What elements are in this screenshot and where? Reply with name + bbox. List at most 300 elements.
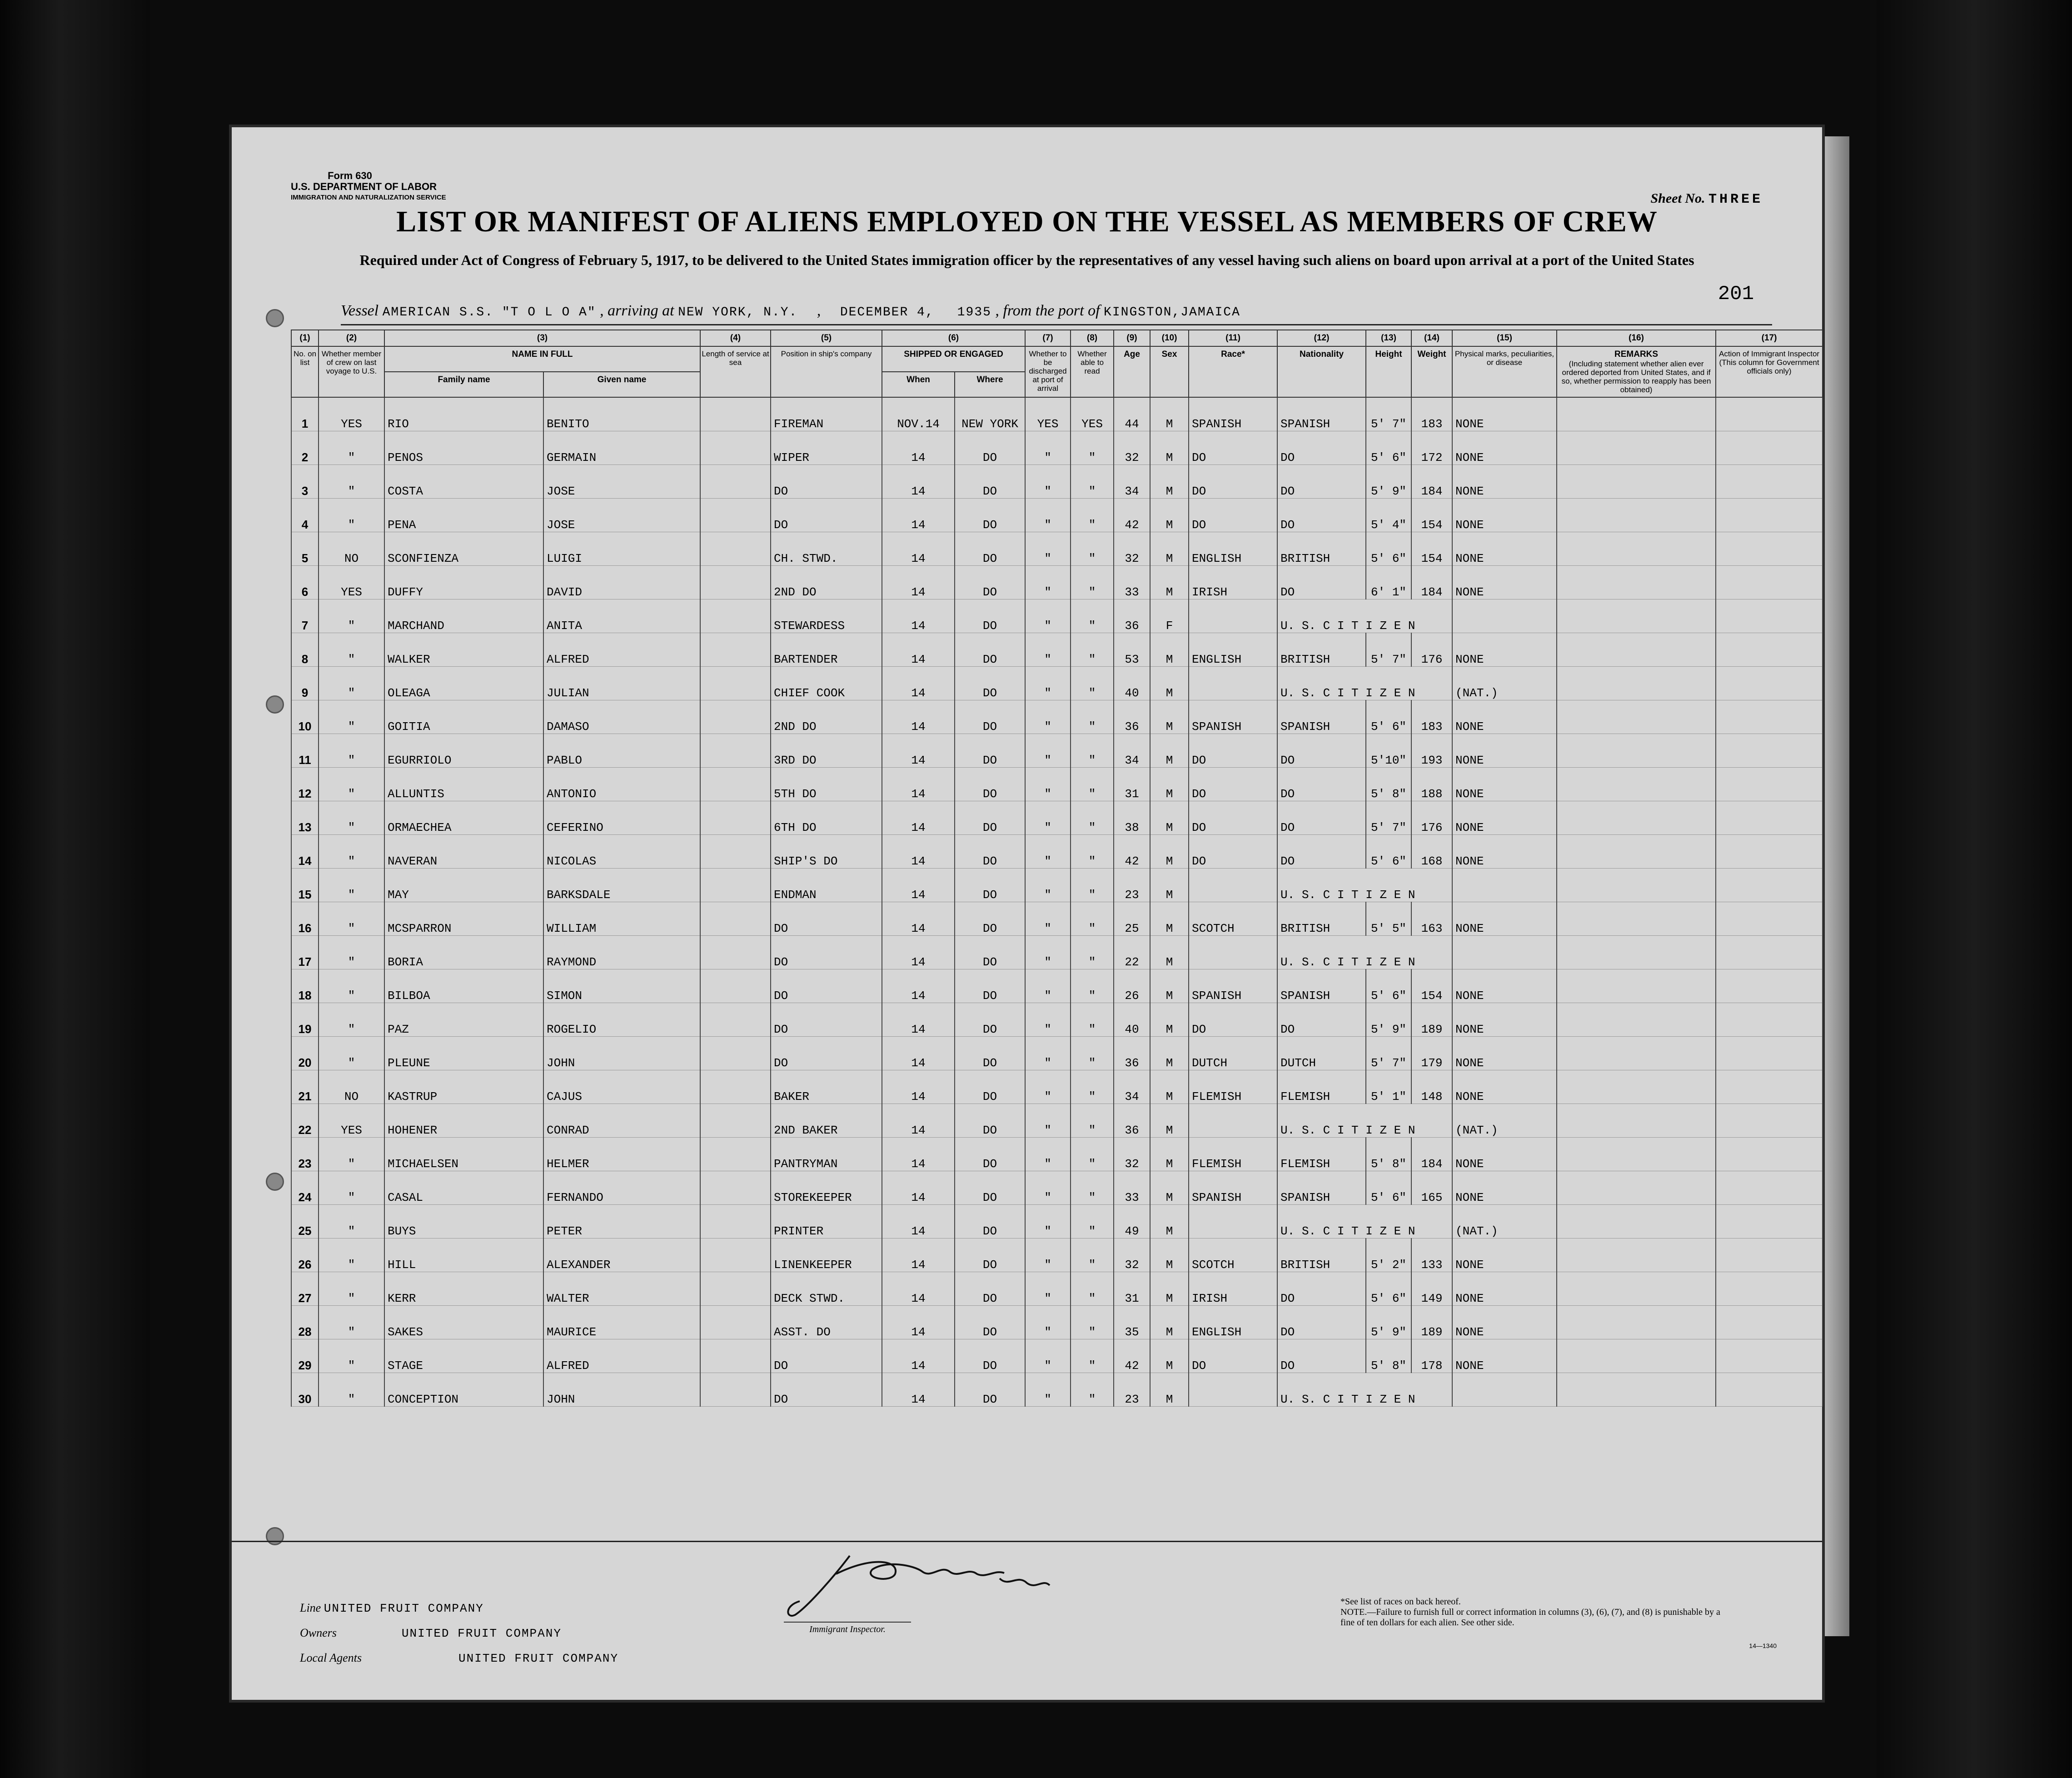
- column-headers-row: [291, 346, 1823, 372]
- family-name-cell: SCONFIENZA: [384, 532, 543, 566]
- family-name-cell: GOITIA: [384, 700, 543, 734]
- binder-hole: [266, 1173, 284, 1191]
- able-to-read-cell: ": [1071, 599, 1114, 633]
- row-number-cell: 23: [291, 1138, 319, 1171]
- sex-cell: M: [1150, 1272, 1189, 1306]
- crew-row: [291, 1239, 1823, 1272]
- position-cell: CHIEF COOK: [771, 667, 882, 700]
- discharged-cell: ": [1025, 869, 1071, 902]
- shipped-when-cell: 14: [882, 969, 955, 1003]
- nationality-cell: SPANISH: [1277, 1171, 1366, 1205]
- sex-cell: M: [1150, 1306, 1189, 1339]
- able-to-read-cell: ": [1071, 1070, 1114, 1104]
- physical-marks-cell: NONE: [1452, 465, 1557, 499]
- able-to-read-cell: ": [1071, 1171, 1114, 1205]
- given-name-cell: ROGELIO: [543, 1003, 700, 1037]
- position-cell: DO: [771, 969, 882, 1003]
- given-name-cell: JOSE: [543, 499, 700, 532]
- sex-cell: M: [1150, 397, 1189, 431]
- family-name-cell: ALLUNTIS: [384, 768, 543, 801]
- physical-marks-cell: NONE: [1452, 633, 1557, 667]
- inspector-action-cell: [1716, 869, 1823, 902]
- given-name-cell: CEFERINO: [543, 801, 700, 835]
- physical-marks-cell: NONE: [1452, 431, 1557, 465]
- shipped-where-cell: DO: [955, 431, 1025, 465]
- family-name-cell: WALKER: [384, 633, 543, 667]
- physical-marks-cell: (NAT.): [1452, 1205, 1557, 1239]
- height-cell: 5' 9": [1366, 1306, 1411, 1339]
- length-of-service-cell: [700, 532, 771, 566]
- shipped-when-cell: 14: [882, 801, 955, 835]
- previous-voyage-cell: ": [319, 969, 384, 1003]
- physical-marks-cell: NONE: [1452, 1272, 1557, 1306]
- col-num: (10): [1150, 330, 1189, 346]
- given-name-cell: BARKSDALE: [543, 869, 700, 902]
- nationality-cell: DO: [1277, 1339, 1366, 1373]
- inspector-action-cell: [1716, 397, 1823, 431]
- able-to-read-cell: ": [1071, 1272, 1114, 1306]
- length-of-service-cell: [700, 1037, 771, 1070]
- remarks-cell: [1557, 1171, 1716, 1205]
- remarks-cell: [1557, 1272, 1716, 1306]
- able-to-read-cell: ": [1071, 768, 1114, 801]
- race-cell: FLEMISH: [1189, 1138, 1277, 1171]
- race-cell: ENGLISH: [1189, 1306, 1277, 1339]
- remarks-cell: [1557, 599, 1716, 633]
- nationality-cell: SPANISH: [1277, 700, 1366, 734]
- given-name-cell: JOHN: [543, 1373, 700, 1407]
- able-to-read-cell: ": [1071, 1104, 1114, 1138]
- crew-row: [291, 499, 1823, 532]
- length-of-service-cell: [700, 397, 771, 431]
- race-cell: SPANISH: [1189, 969, 1277, 1003]
- form-identifier: [291, 170, 446, 203]
- sex-cell: M: [1150, 936, 1189, 969]
- previous-voyage-cell: ": [319, 1003, 384, 1037]
- col-num: (8): [1071, 330, 1114, 346]
- microfilm-border-right: [1877, 0, 2072, 1778]
- agents-label: Local Agents: [300, 1651, 362, 1664]
- shipped-where-cell: DO: [955, 835, 1025, 869]
- length-of-service-cell: [700, 700, 771, 734]
- race-cell: SPANISH: [1189, 397, 1277, 431]
- height-cell: 5' 9": [1366, 465, 1411, 499]
- given-name-cell: DAVID: [543, 566, 700, 599]
- header-sex: Sex: [1150, 346, 1189, 397]
- owners-field: [300, 1626, 562, 1640]
- height-cell: 6' 1": [1366, 566, 1411, 599]
- previous-voyage-cell: ": [319, 1171, 384, 1205]
- shipped-where-cell: DO: [955, 902, 1025, 936]
- length-of-service-cell: [700, 1171, 771, 1205]
- weight-cell: 133: [1411, 1239, 1452, 1272]
- height-cell: 5' 6": [1366, 969, 1411, 1003]
- remarks-cell: [1557, 1306, 1716, 1339]
- row-number-cell: 2: [291, 431, 319, 465]
- length-of-service-cell: [700, 1339, 771, 1373]
- length-of-service-cell: [700, 969, 771, 1003]
- inspector-action-cell: [1716, 1306, 1823, 1339]
- shipped-when-cell: 14: [882, 1339, 955, 1373]
- shipped-where-cell: NEW YORK: [955, 397, 1025, 431]
- remarks-cell: [1557, 667, 1716, 700]
- length-of-service-cell: [700, 902, 771, 936]
- col-num: (14): [1411, 330, 1452, 346]
- shipped-where-cell: DO: [955, 969, 1025, 1003]
- crew-row: [291, 835, 1823, 869]
- crew-row: [291, 801, 1823, 835]
- col-num: (3): [384, 330, 700, 346]
- previous-voyage-cell: ": [319, 1239, 384, 1272]
- able-to-read-cell: ": [1071, 633, 1114, 667]
- header-remarks: REMARKS (Including statement whether alien ever ordered deported from United States, and if so, whether permission to reapply has been obtained): [1557, 346, 1716, 397]
- position-cell: 3RD DO: [771, 734, 882, 768]
- inspector-action-cell: [1716, 902, 1823, 936]
- physical-marks-cell: NONE: [1452, 1239, 1557, 1272]
- sex-cell: M: [1150, 667, 1189, 700]
- position-cell: DO: [771, 1373, 882, 1407]
- weight-cell: 188: [1411, 768, 1452, 801]
- shipped-where-cell: DO: [955, 1104, 1025, 1138]
- race-cell: DO: [1189, 1003, 1277, 1037]
- sex-cell: M: [1150, 566, 1189, 599]
- previous-voyage-cell: ": [319, 1306, 384, 1339]
- inspector-action-cell: [1716, 1070, 1823, 1104]
- discharged-cell: ": [1025, 633, 1071, 667]
- col-num: (9): [1114, 330, 1150, 346]
- discharged-cell: ": [1025, 902, 1071, 936]
- sex-cell: M: [1150, 1205, 1189, 1239]
- shipped-when-cell: 14: [882, 1037, 955, 1070]
- given-name-cell: NICOLAS: [543, 835, 700, 869]
- row-number-cell: 8: [291, 633, 319, 667]
- shipped-where-cell: DO: [955, 1138, 1025, 1171]
- age-cell: 49: [1114, 1205, 1150, 1239]
- row-number-cell: 4: [291, 499, 319, 532]
- binder-hole: [266, 695, 284, 714]
- age-cell: 26: [1114, 969, 1150, 1003]
- crew-row: [291, 1205, 1823, 1239]
- arrival-date: DECEMBER 4,: [840, 305, 934, 320]
- physical-marks-cell: NONE: [1452, 801, 1557, 835]
- row-number-cell: 15: [291, 869, 319, 902]
- height-cell: 5' 8": [1366, 1138, 1411, 1171]
- able-to-read-cell: ": [1071, 734, 1114, 768]
- family-name-cell: HILL: [384, 1239, 543, 1272]
- height-cell: 5' 6": [1366, 532, 1411, 566]
- remarks-cell: [1557, 1373, 1716, 1407]
- physical-marks-cell: NONE: [1452, 700, 1557, 734]
- able-to-read-cell: ": [1071, 1339, 1114, 1373]
- column-numbers-row: [291, 330, 1823, 346]
- discharged-cell: ": [1025, 936, 1071, 969]
- length-of-service-cell: [700, 768, 771, 801]
- arriving-label: , arriving at: [600, 302, 674, 319]
- discharged-cell: YES: [1025, 397, 1071, 431]
- physical-marks-cell: NONE: [1452, 499, 1557, 532]
- sex-cell: M: [1150, 700, 1189, 734]
- able-to-read-cell: ": [1071, 431, 1114, 465]
- previous-voyage-cell: ": [319, 599, 384, 633]
- shipped-when-cell: 14: [882, 431, 955, 465]
- weight-cell: 172: [1411, 431, 1452, 465]
- length-of-service-cell: [700, 1104, 771, 1138]
- height-cell: 5' 7": [1366, 1037, 1411, 1070]
- age-cell: 32: [1114, 431, 1150, 465]
- shipped-where-cell: DO: [955, 1171, 1025, 1205]
- position-cell: STEWARDESS: [771, 599, 882, 633]
- position-cell: STOREKEEPER: [771, 1171, 882, 1205]
- shipped-when-cell: 14: [882, 1138, 955, 1171]
- crew-row: [291, 1339, 1823, 1373]
- shipped-when-cell: 14: [882, 599, 955, 633]
- crew-row: [291, 936, 1823, 969]
- length-of-service-cell: [700, 1272, 771, 1306]
- family-name-cell: BUYS: [384, 1205, 543, 1239]
- position-cell: 2ND DO: [771, 566, 882, 599]
- shipped-where-cell: DO: [955, 700, 1025, 734]
- length-of-service-cell: [700, 633, 771, 667]
- shipped-where-cell: DO: [955, 1373, 1025, 1407]
- physical-marks-cell: NONE: [1452, 969, 1557, 1003]
- sex-cell: M: [1150, 902, 1189, 936]
- sex-cell: M: [1150, 1339, 1189, 1373]
- inspector-action-cell: [1716, 1205, 1823, 1239]
- nationality-cell: BRITISH: [1277, 902, 1366, 936]
- position-cell: BAKER: [771, 1070, 882, 1104]
- height-cell: 5' 5": [1366, 902, 1411, 936]
- discharged-cell: ": [1025, 1339, 1071, 1373]
- sex-cell: F: [1150, 599, 1189, 633]
- discharged-cell: ": [1025, 532, 1071, 566]
- shipped-when-cell: 14: [882, 1306, 955, 1339]
- position-cell: DO: [771, 902, 882, 936]
- family-name-cell: NAVERAN: [384, 835, 543, 869]
- able-to-read-cell: ": [1071, 869, 1114, 902]
- position-cell: WIPER: [771, 431, 882, 465]
- shipped-where-cell: DO: [955, 1239, 1025, 1272]
- height-cell: 5' 6": [1366, 431, 1411, 465]
- discharged-cell: ": [1025, 566, 1071, 599]
- family-name-cell: BILBOA: [384, 969, 543, 1003]
- inspector-action-cell: [1716, 1104, 1823, 1138]
- discharged-cell: ": [1025, 700, 1071, 734]
- height-cell: 5' 8": [1366, 768, 1411, 801]
- able-to-read-cell: ": [1071, 465, 1114, 499]
- given-name-cell: JULIAN: [543, 667, 700, 700]
- weight-cell: 193: [1411, 734, 1452, 768]
- col-num: (17): [1716, 330, 1823, 346]
- age-cell: 42: [1114, 499, 1150, 532]
- length-of-service-cell: [700, 1373, 771, 1407]
- crew-row: [291, 1070, 1823, 1104]
- remarks-cell: [1557, 801, 1716, 835]
- vessel-line: Vessel AMERICAN S.S. "T O L O A" , arriving at NEW YORK, N.Y. , DECEMBER 4, 1935 , from the port of KINGSTON,JAMAICA: [341, 302, 1772, 325]
- physical-marks-cell: [1452, 869, 1557, 902]
- age-cell: 34: [1114, 734, 1150, 768]
- shipped-where-cell: DO: [955, 1306, 1025, 1339]
- shipped-when-cell: 14: [882, 902, 955, 936]
- age-cell: 44: [1114, 397, 1150, 431]
- family-name-cell: SAKES: [384, 1306, 543, 1339]
- inspector-action-cell: [1716, 768, 1823, 801]
- agents-field: [300, 1651, 618, 1665]
- col-num: (16): [1557, 330, 1716, 346]
- row-number-cell: 26: [291, 1239, 319, 1272]
- length-of-service-cell: [700, 431, 771, 465]
- nationality-cell: BRITISH: [1277, 1239, 1366, 1272]
- sex-cell: M: [1150, 1138, 1189, 1171]
- discharged-cell: ": [1025, 465, 1071, 499]
- nationality-cell: DO: [1277, 1003, 1366, 1037]
- nationality-cell: DO: [1277, 1272, 1366, 1306]
- shipped-when-cell: 14: [882, 734, 955, 768]
- crew-row: [291, 1138, 1823, 1171]
- sex-cell: M: [1150, 1037, 1189, 1070]
- remarks-cell: [1557, 499, 1716, 532]
- length-of-service-cell: [700, 936, 771, 969]
- height-cell: 5' 8": [1366, 1339, 1411, 1373]
- family-name-cell: ORMAECHEA: [384, 801, 543, 835]
- crew-table-body: [291, 397, 1823, 1407]
- given-name-cell: WALTER: [543, 1272, 700, 1306]
- previous-voyage-cell: ": [319, 633, 384, 667]
- age-cell: 42: [1114, 835, 1150, 869]
- given-name-cell: JOHN: [543, 1037, 700, 1070]
- discharged-cell: ": [1025, 599, 1071, 633]
- sex-cell: M: [1150, 969, 1189, 1003]
- nationality-cell: DO: [1277, 1306, 1366, 1339]
- physical-marks-cell: NONE: [1452, 1070, 1557, 1104]
- shipped-where-cell: DO: [955, 734, 1025, 768]
- crew-row: [291, 1003, 1823, 1037]
- family-name-cell: OLEAGA: [384, 667, 543, 700]
- given-name-cell: ALEXANDER: [543, 1239, 700, 1272]
- row-number-cell: 29: [291, 1339, 319, 1373]
- inspector-action-cell: [1716, 1037, 1823, 1070]
- given-name-cell: PABLO: [543, 734, 700, 768]
- nationality-cell: DO: [1277, 465, 1366, 499]
- row-number-cell: 17: [291, 936, 319, 969]
- remarks-cell: [1557, 1070, 1716, 1104]
- able-to-read-cell: ": [1071, 969, 1114, 1003]
- age-cell: 36: [1114, 700, 1150, 734]
- position-cell: 2ND BAKER: [771, 1104, 882, 1138]
- position-cell: DO: [771, 1003, 882, 1037]
- shipped-when-cell: 14: [882, 566, 955, 599]
- sex-cell: M: [1150, 1171, 1189, 1205]
- family-name-cell: CONCEPTION: [384, 1373, 543, 1407]
- header-race: Race*: [1189, 346, 1277, 397]
- given-name-cell: RAYMOND: [543, 936, 700, 969]
- remarks-cell: [1557, 700, 1716, 734]
- physical-marks-cell: NONE: [1452, 1138, 1557, 1171]
- discharged-cell: ": [1025, 801, 1071, 835]
- header-able-to-read: Whether able to read: [1071, 346, 1114, 397]
- age-cell: 23: [1114, 869, 1150, 902]
- weight-cell: 184: [1411, 1138, 1452, 1171]
- agents-value: UNITED FRUIT COMPANY: [458, 1652, 619, 1665]
- given-name-cell: GERMAIN: [543, 431, 700, 465]
- age-cell: 53: [1114, 633, 1150, 667]
- discharged-cell: ": [1025, 1205, 1071, 1239]
- length-of-service-cell: [700, 566, 771, 599]
- weight-cell: 154: [1411, 532, 1452, 566]
- race-cell: DO: [1189, 801, 1277, 835]
- remarks-cell: [1557, 936, 1716, 969]
- line-value: UNITED FRUIT COMPANY: [324, 1602, 484, 1615]
- given-name-cell: ANTONIO: [543, 768, 700, 801]
- given-name-cell: WILLIAM: [543, 902, 700, 936]
- able-to-read-cell: ": [1071, 700, 1114, 734]
- crew-row: [291, 397, 1823, 431]
- physical-marks-cell: NONE: [1452, 1306, 1557, 1339]
- crew-row: [291, 599, 1823, 633]
- race-cell: DO: [1189, 734, 1277, 768]
- weight-cell: 168: [1411, 835, 1452, 869]
- age-cell: 42: [1114, 1339, 1150, 1373]
- header-list-number: No. on list: [291, 346, 319, 397]
- physical-marks-cell: [1452, 1373, 1557, 1407]
- underlying-page-edge: [1822, 136, 1849, 1636]
- length-of-service-cell: [700, 835, 771, 869]
- age-cell: 25: [1114, 902, 1150, 936]
- remarks-cell: [1557, 397, 1716, 431]
- crew-row: [291, 633, 1823, 667]
- header-inspector-action: Action of Immigrant Inspector (This column for Government officials only): [1716, 346, 1823, 397]
- sheet-label: Sheet No.: [1650, 191, 1705, 206]
- page-title: LIST OR MANIFEST OF ALIENS EMPLOYED ON THE VESSEL AS MEMBERS OF CREW: [396, 205, 1658, 238]
- crew-row: [291, 768, 1823, 801]
- form-number: Form 630: [328, 170, 372, 181]
- nationality-cell: U. S. C I T I Z E N: [1277, 599, 1452, 633]
- sex-cell: M: [1150, 1104, 1189, 1138]
- age-cell: 32: [1114, 532, 1150, 566]
- nationality-cell: FLEMISH: [1277, 1070, 1366, 1104]
- sex-cell: M: [1150, 801, 1189, 835]
- position-cell: DECK STWD.: [771, 1272, 882, 1306]
- race-cell: DO: [1189, 768, 1277, 801]
- inspector-action-cell: [1716, 734, 1823, 768]
- age-cell: 33: [1114, 566, 1150, 599]
- family-name-cell: PENA: [384, 499, 543, 532]
- race-cell: [1189, 1205, 1277, 1239]
- weight-cell: 176: [1411, 801, 1452, 835]
- discharged-cell: ": [1025, 835, 1071, 869]
- able-to-read-cell: ": [1071, 532, 1114, 566]
- shipped-when-cell: 14: [882, 936, 955, 969]
- physical-marks-cell: (NAT.): [1452, 1104, 1557, 1138]
- inspector-action-cell: [1716, 1138, 1823, 1171]
- age-cell: 36: [1114, 599, 1150, 633]
- race-cell: FLEMISH: [1189, 1070, 1277, 1104]
- shipped-when-cell: 14: [882, 1171, 955, 1205]
- able-to-read-cell: ": [1071, 902, 1114, 936]
- header-when: When: [882, 372, 955, 397]
- age-cell: 31: [1114, 1272, 1150, 1306]
- able-to-read-cell: ": [1071, 1003, 1114, 1037]
- col-num: (6): [882, 330, 1025, 346]
- sex-cell: M: [1150, 1070, 1189, 1104]
- line-label: Line: [300, 1601, 321, 1614]
- physical-marks-cell: NONE: [1452, 532, 1557, 566]
- row-number-cell: 13: [291, 801, 319, 835]
- physical-marks-cell: NONE: [1452, 768, 1557, 801]
- shipped-where-cell: DO: [955, 1003, 1025, 1037]
- sheet-value: THREE: [1708, 192, 1763, 207]
- remarks-cell: [1557, 566, 1716, 599]
- position-cell: DO: [771, 936, 882, 969]
